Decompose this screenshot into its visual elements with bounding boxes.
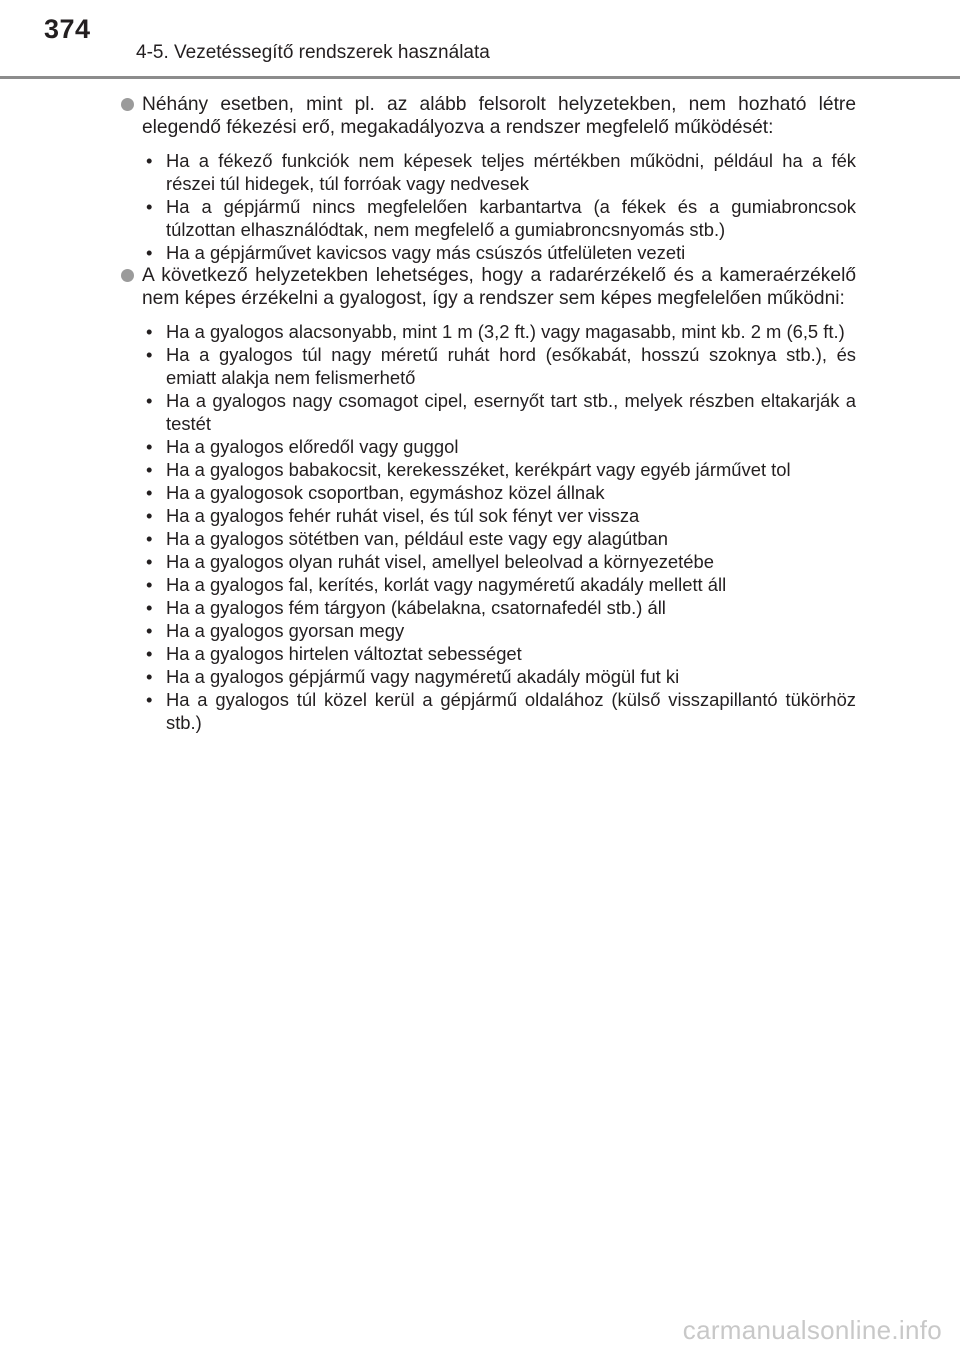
list-item: • Ha a gyalogos alacsonyabb, mint 1 m (3,2 ft.) vagy magasabb, mint kb. 2 m (6,5 ft.) [146, 321, 845, 342]
main-content [118, 93, 856, 734]
bullet-dot-icon: • [146, 551, 153, 572]
list-item: • Ha a gyalogosok csoportban, egymáshoz közel állnak [146, 482, 605, 503]
bullet-dot-icon: • [146, 597, 153, 618]
bullet-dot-icon: • [146, 321, 153, 342]
pedestrian-detection-section [118, 264, 856, 734]
list-item: • Ha a gyalogos babakocsit, kerekesszéket, kerékpárt vagy egyéb járművet tol [146, 459, 791, 480]
bullet-dot-icon: • [146, 643, 153, 664]
circle-bullet-icon [121, 98, 134, 111]
list-item: • Ha a gyalogos előredől vagy guggol [146, 436, 459, 457]
list-item: • Ha a gépjármű nincs megfelelően karbantartva (a fékek és a gumiabroncsok túlzottan elhasználódtak, nem megfelelő a gumiabroncsnyomás stb.) [146, 196, 856, 240]
bullet-dot-icon: • [146, 689, 153, 710]
circle-bullet-icon [121, 269, 134, 282]
list-item: • Ha a gyalogos nagy csomagot cipel, esernyőt tart stb., melyek részben eltakarják a testét [146, 390, 856, 434]
bullet-dot-icon: • [146, 666, 153, 687]
bullet-list [142, 149, 856, 264]
list-item: • Ha a gépjárművet kavicsos vagy más csúszós útfelületen vezeti [146, 242, 686, 263]
list-item: • Ha a gyalogos túl nagy méretű ruhát hord (esőkabát, hosszú szoknya stb.), és emiatt alakja nem felismerhető [146, 344, 856, 388]
bullet-list [142, 320, 856, 734]
header-divider [0, 76, 960, 79]
list-item: • Ha a gyalogos gépjármű vagy nagyméretű akadály mögül fut ki [146, 666, 680, 687]
section-intro: A következő helyzetekben lehetséges, hogy a radarérzékelő és a kameraérzékelő nem képes érzékelni a gyalogost, így a rendszer sem képes megfelelően működni: [142, 265, 856, 309]
list-item: • Ha a gyalogos gyorsan megy [146, 620, 405, 641]
bullet-dot-icon: • [146, 390, 153, 411]
braking-force-section [118, 93, 856, 264]
list-item: • Ha a gyalogos fehér ruhát visel, és túl sok fényt ver vissza [146, 505, 640, 526]
bullet-dot-icon: • [146, 620, 153, 641]
page-number: 374 [44, 14, 91, 44]
list-item: • Ha a gyalogos sötétben van, például este vagy egy alagútban [146, 528, 669, 549]
list-item: • Ha a gyalogos hirtelen változtat sebességet [146, 643, 522, 664]
page-header [0, 0, 960, 80]
bullet-dot-icon: • [146, 482, 153, 503]
bullet-dot-icon: • [146, 436, 153, 457]
list-item: • Ha a gyalogos olyan ruhát visel, amellyel beleolvad a környezetébe [146, 551, 714, 572]
bullet-dot-icon: • [146, 574, 153, 595]
bullet-dot-icon: • [146, 459, 153, 480]
section-intro: Néhány esetben, mint pl. az alább felsorolt helyzetekben, nem hozható létre elegendő fékezési erő, megakadályozva a rendszer megfelelő működését: [142, 94, 856, 138]
list-item: • Ha a gyalogos fém tárgyon (kábelakna, csatornafedél stb.) áll [146, 597, 666, 618]
section-title: 4-5. Vezetéssegítő rendszerek használata [136, 42, 490, 63]
list-item: • Ha a gyalogos túl közel kerül a gépjármű oldalához (külső visszapillantó tükörhöz stb.) [146, 689, 856, 733]
bullet-dot-icon: • [146, 196, 153, 217]
bullet-dot-icon: • [146, 528, 153, 549]
watermark-text: carmanualsonline.info [682, 1315, 942, 1345]
bullet-dot-icon: • [146, 505, 153, 526]
bullet-dot-icon: • [146, 344, 153, 365]
list-item: • Ha a fékező funkciók nem képesek teljes mértékben működni, például ha a fék részei túl hidegek, túl forróak vagy nedvesek [146, 150, 856, 194]
bullet-dot-icon: • [146, 150, 153, 171]
bullet-dot-icon: • [146, 242, 153, 263]
page-footer [0, 1300, 960, 1352]
list-item: • Ha a gyalogos fal, kerítés, korlát vagy nagyméretű akadály mellett áll [146, 574, 727, 595]
